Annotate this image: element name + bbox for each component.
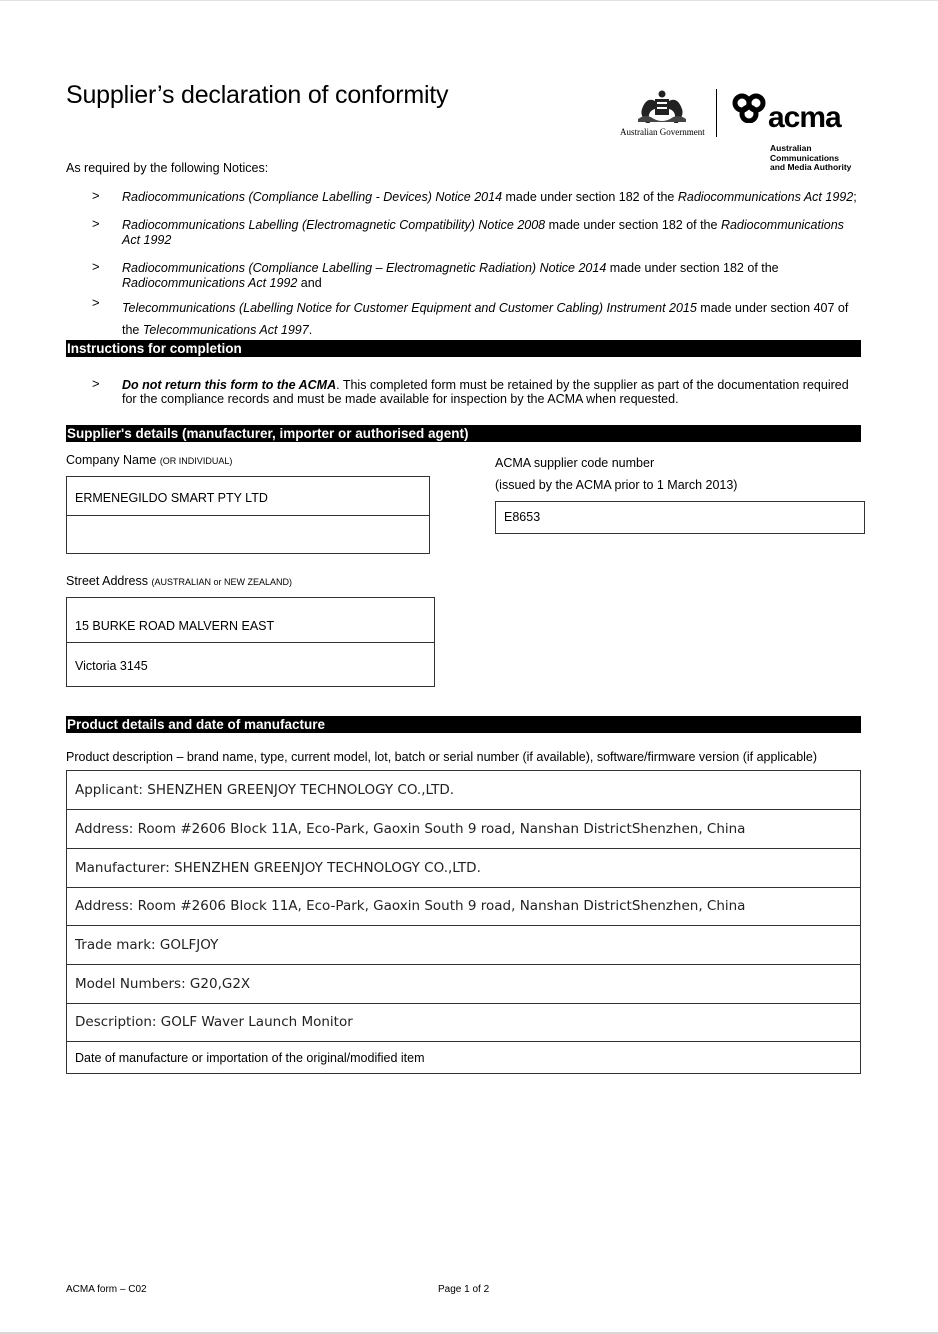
authority-name (770, 144, 851, 173)
product-row-applicant[interactable]: Applicant: SHENZHEN GREENJOY TECHNOLOGY CO.,LTD. (67, 771, 860, 810)
product-description-label: Product description – brand name, type, current model, lot, batch or serial number (if available), software/firmware version (if applicable) (66, 750, 818, 764)
logo-divider (716, 89, 717, 137)
notice-2-act: Radiocommunications Act 1992 (122, 218, 844, 247)
logo-block (620, 87, 870, 177)
notice-3-end: and (297, 276, 322, 290)
notice-3-act: Radiocommunications Act 1992 (122, 276, 298, 290)
instruction-body: . This completed form must be retained by the supplier as part of the documentation required for the compliance records and must be made available for inspection by the ACMA when requested. (122, 378, 849, 406)
page-title: Supplier’s declaration of conformity (66, 81, 449, 109)
notice-1-end: ; (853, 190, 857, 204)
notice-3 (122, 261, 812, 291)
product-row-manufacturer-address[interactable]: Address: Room #2606 Block 11A, Eco-Park, Gaoxin South 9 road, Nanshan DistrictShenzhen, China (67, 887, 860, 926)
product-row-manufacturer[interactable]: Manufacturer: SHENZHEN GREENJOY TECHNOLOGY CO.,LTD. (67, 849, 860, 888)
notice-1-act: Radiocommunications Act 1992 (677, 190, 854, 204)
authority-line-2: Communications (770, 152, 839, 163)
notice-1 (122, 190, 867, 205)
authority-line-1: Australian (770, 143, 812, 153)
street-address-box (66, 597, 435, 687)
notice-2 (122, 218, 857, 248)
street-address-label-note: (AUSTRALIAN or NEW ZEALAND) (151, 577, 293, 587)
company-name-label (66, 453, 232, 467)
acma-wordmark: acma (768, 101, 841, 134)
acma-mark-icon (728, 93, 772, 123)
product-row-description[interactable]: Description: GOLF Waver Launch Monitor (67, 1003, 860, 1042)
notice-bullet-icon: > (92, 188, 100, 203)
product-row-trade-mark[interactable]: Trade mark: GOLFJOY (67, 926, 860, 965)
company-name-field-2[interactable] (67, 516, 429, 554)
company-name-label-note: (OR INDIVIDUAL) (159, 456, 233, 466)
section-header-instructions: Instructions for completion (66, 340, 861, 357)
authority-line-3: and Media Authority (770, 162, 852, 172)
instruction-text (122, 378, 862, 406)
supplier-code-box (495, 501, 865, 534)
instruction-bullet-icon: > (92, 376, 100, 391)
product-row-applicant-address[interactable]: Address: Room #2606 Block 11A, Eco-Park, Gaoxin South 9 road, Nanshan DistrictShenzhen, China (67, 810, 860, 849)
street-address-field-1[interactable]: 15 BURKE ROAD MALVERN EAST (67, 598, 434, 643)
notice-2-title: Radiocommunications Labelling (Electromagnetic Compatibility) Notice 2008 (122, 218, 546, 232)
notice-3-text: made under section 182 of the (606, 261, 779, 275)
notice-4-text: made under section 407 of the (122, 301, 849, 337)
instruction-bold: Do not return this form to the ACMA (122, 378, 337, 392)
supplier-code-note: (issued by the ACMA prior to 1 March 2013) (495, 478, 738, 492)
coat-of-arms-icon (636, 89, 688, 127)
footer-page-number: Page 1 of 2 (438, 1284, 490, 1295)
product-row-model-numbers[interactable]: Model Numbers: G20,G2X (67, 965, 860, 1004)
street-address-label (66, 574, 292, 588)
street-address-field-2[interactable]: Victoria 3145 (75, 659, 148, 673)
section-header-supplier: Supplier's details (manufacturer, importer or authorised agent) (66, 425, 861, 442)
company-name-field-1[interactable]: ERMENEGILDO SMART PTY LTD (67, 477, 429, 516)
product-row-date-of-manufacture[interactable]: Date of manufacture or importation of the original/modified item (75, 1051, 425, 1065)
notice-bullet-icon: > (92, 216, 100, 231)
notice-1-title: Radiocommunications (Compliance Labelling - Devices) Notice 2014 (122, 190, 503, 204)
intro-text: As required by the following Notices: (66, 161, 269, 175)
supplier-code-label: ACMA supplier code number (495, 456, 655, 470)
street-address-label-text: Street Address (66, 574, 148, 588)
government-label: Australian Government (620, 127, 705, 137)
notice-4-end: . (308, 323, 313, 337)
section-header-product: Product details and date of manufacture (66, 716, 861, 733)
notice-4 (122, 297, 862, 341)
footer-form-id: ACMA form – C02 (66, 1284, 147, 1295)
company-name-label-text: Company Name (66, 453, 157, 467)
product-details-table (66, 770, 861, 1074)
notice-bullet-icon: > (92, 295, 100, 310)
supplier-code-field[interactable]: E8653 (504, 510, 541, 524)
notice-3-title: Radiocommunications (Compliance Labelling – Electromagnetic Radiation) Notice 2014 (122, 261, 607, 275)
notice-2-text: made under section 182 of the (545, 218, 721, 232)
company-name-box (66, 476, 430, 554)
notice-4-title: Telecommunications (Labelling Notice for Customer Equipment and Customer Cabling) Instrument 2015 (122, 301, 697, 315)
notice-1-text: made under section 182 of the (502, 190, 678, 204)
notice-4-act: Telecommunications Act 1997 (142, 323, 309, 337)
notice-bullet-icon: > (92, 259, 100, 274)
